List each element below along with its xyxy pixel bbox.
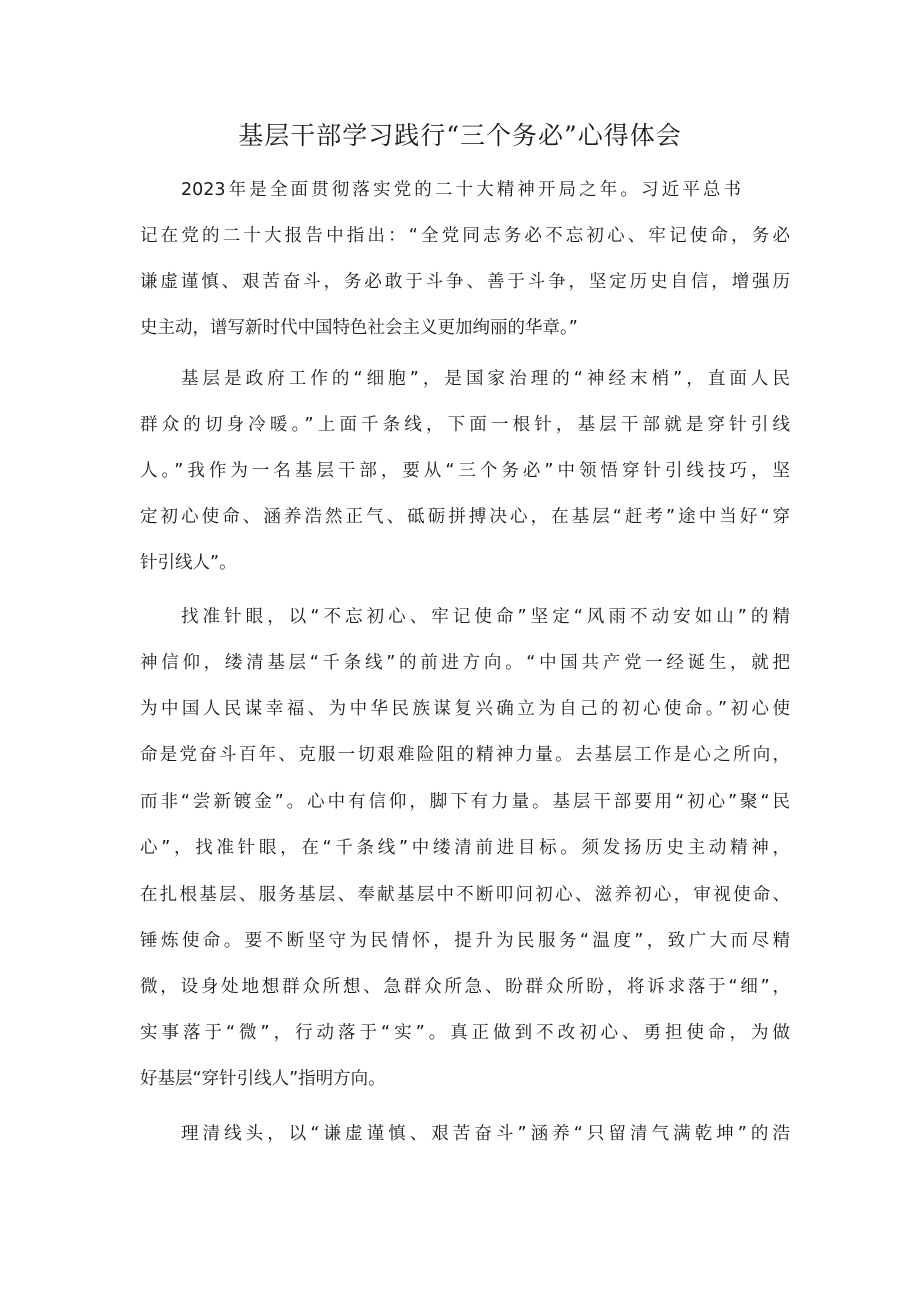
document-title: 基层干部学习践行“三个务必”心得体会	[238, 121, 682, 150]
paragraph-3-line-10: 实事落于“微”，行动落于“实”。真正做到不改初心、勇担使命，为做	[140, 1023, 790, 1043]
paragraph-2-line-5: 针引线人”。	[140, 553, 237, 573]
paragraph-1-line-3: 谦虚谨慎、艰苦奋斗，务必敢于斗争、善于斗争，坚定历史自信，增强历	[140, 272, 790, 292]
paragraph-3-line-2: 神信仰，缕清基层“千条线”的前进方向。“中国共产党一经诞生，就把	[140, 653, 790, 673]
paragraph-3-line-8: 锤炼使命。要不断坚守为民情怀，提升为民服务“温度”，致广大而尽精	[140, 931, 790, 951]
paragraph-2-line-2: 群众的切身冷暖。”上面千条线，下面一根针，基层干部就是穿针引线	[140, 415, 790, 435]
paragraph-3-line-7: 在扎根基层、服务基层、奉献基层中不断叩问初心、滋养初心，审视使命、	[140, 885, 790, 905]
paragraph-1-line-1: 2023年是全面贯彻落实党的二十大精神开局之年。习近平总书	[181, 180, 741, 200]
paragraph-1-line-4: 史主动，谱写新时代中国特色社会主义更加绚丽的华章。”	[140, 318, 578, 338]
paragraph-3-line-6: 心”，找准针眼，在“千条线”中缕清前进目标。须发扬历史主动精神，	[140, 838, 790, 858]
paragraph-3-line-4: 命是党奋斗百年、克服一切艰难险阻的精神力量。去基层工作是心之所向，	[140, 745, 790, 765]
paragraph-2-line-4: 定初心使命、涵养浩然正气、砥砺拼搏决心，在基层“赶考”途中当好“穿	[140, 507, 790, 527]
paragraph-3-line-11: 好基层“穿针引线人”指明方向。	[140, 1069, 386, 1089]
paragraph-3-line-3: 为中国人民谋幸福、为中华民族谋复兴确立为自己的初心使命。”初心使	[140, 699, 790, 719]
paragraph-4-line-1: 理清线头，以“谦虚谨慎、艰苦奋斗”涵养“只留清气满乾坤”的浩	[181, 1124, 790, 1144]
paragraph-3-line-5: 而非“尝新镀金”。心中有信仰，脚下有力量。基层干部要用“初心”聚“民	[140, 792, 790, 812]
paragraph-3-line-9: 微，设身处地想群众所想、急群众所急、盼群众所盼，将诉求落于“细”，	[140, 977, 790, 997]
paragraph-3-line-1: 找准针眼，以“不忘初心、牢记使命”坚定“风雨不动安如山”的精	[181, 607, 790, 627]
paragraph-1-line-2: 记在党的二十大报告中指出：“全党同志务必不忘初心、牢记使命，务必	[140, 226, 790, 246]
paragraph-2-line-3: 人。”我作为一名基层干部，要从“三个务必”中领悟穿针引线技巧，坚	[140, 461, 790, 481]
paragraph-2-line-1: 基层是政府工作的“细胞”，是国家治理的“神经末梢”，直面人民	[181, 369, 790, 389]
